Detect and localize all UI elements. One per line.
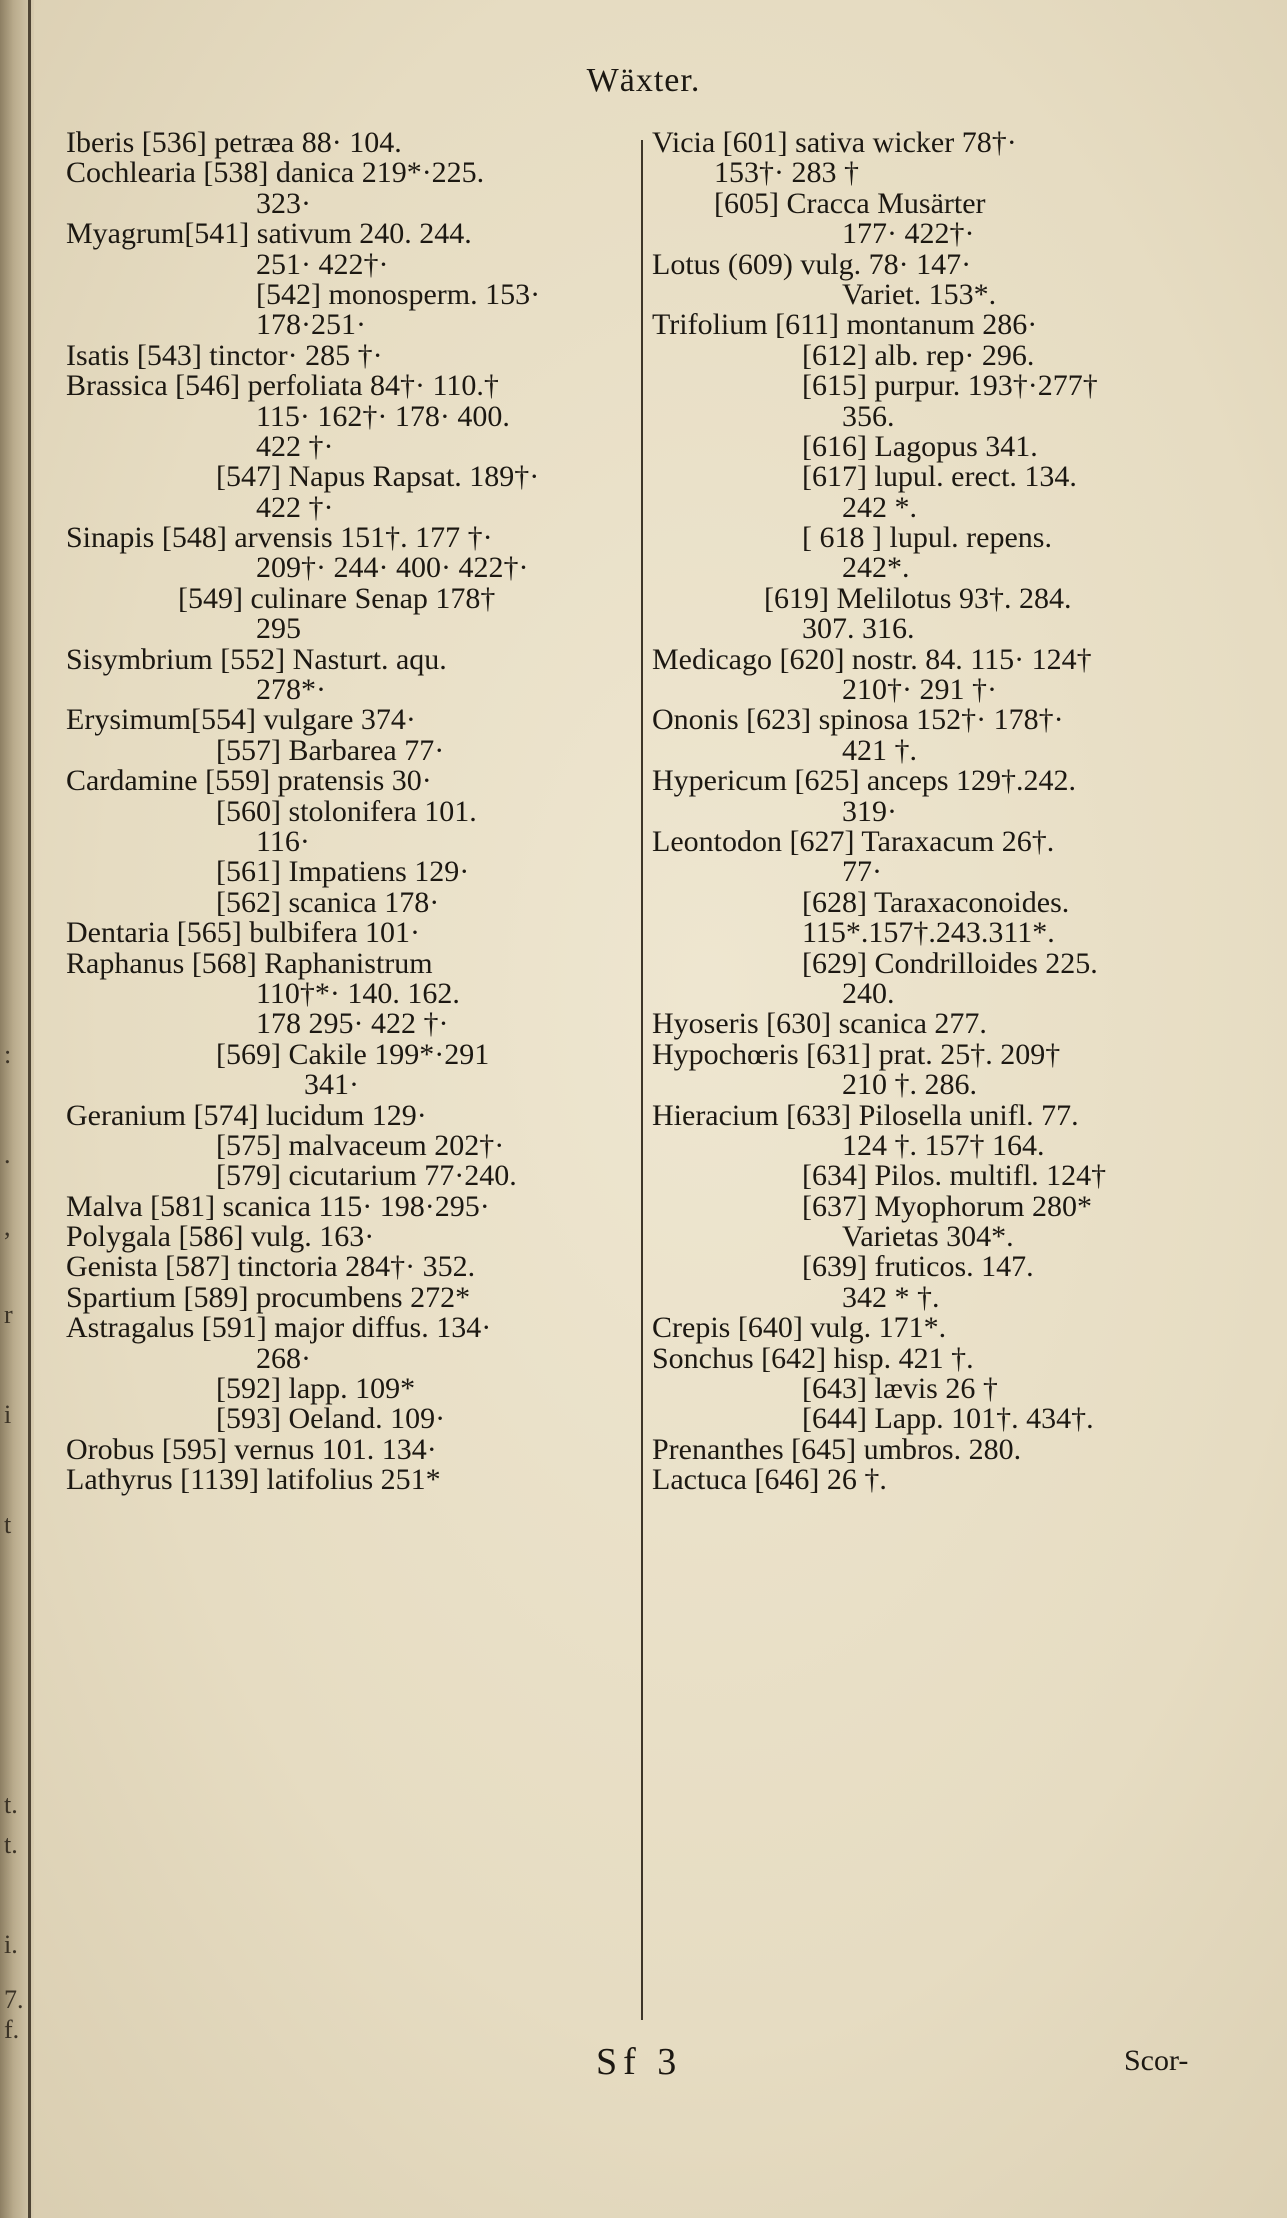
- index-line: 323·: [256, 186, 311, 220]
- index-line: 210†· 291 †·: [842, 673, 997, 707]
- index-line: [619] Melilotus 93†. 284.: [764, 581, 1072, 615]
- index-line: 356.: [842, 399, 895, 433]
- index-line: 240.: [842, 976, 895, 1010]
- index-line: [628] Taraxaconoides.: [802, 885, 1070, 919]
- index-line: 210 †. 286.: [842, 1068, 977, 1102]
- margin-fragment: .: [4, 1140, 11, 1169]
- index-line: Dentaria [565] bulbifera 101·: [66, 916, 421, 950]
- index-line: Crepis [640] vulg. 171*.: [652, 1311, 947, 1345]
- index-line: [634] Pilos. multifl. 124†: [802, 1159, 1107, 1193]
- index-line: 422 †·: [256, 490, 334, 524]
- index-line: Medicago [620] nostr. 84. 115· 124†: [652, 642, 1092, 676]
- index-line: [639] fruticos. 147.: [802, 1250, 1034, 1284]
- index-line: Geranium [574] lucidum 129·: [66, 1098, 427, 1132]
- index-line: [629] Condrilloides 225.: [802, 946, 1098, 980]
- index-line: Iberis [536] petræa 88· 104.: [66, 126, 402, 159]
- margin-fragment: :: [4, 1040, 12, 1069]
- index-line: Spartium [589] procumbens 272*: [66, 1280, 471, 1314]
- running-head: Wäxter.: [586, 62, 701, 99]
- index-line: [ 618 ] lupul. repens.: [802, 521, 1052, 555]
- index-line: Leontodon [627] Taraxacum 26†.: [652, 824, 1055, 858]
- left-column: [66, 128, 646, 1496]
- page-footer: [0, 2040, 1287, 2090]
- index-line: Ononis [623] spinosa 152†· 178†·: [652, 703, 1064, 737]
- index-line: Varietas 304*.: [842, 1220, 1014, 1254]
- index-line: 110†*· 140. 162.: [256, 976, 460, 1010]
- index-line: [549] culinare Senap 178†: [178, 581, 496, 615]
- index-line: [616] Lagopus 341.: [802, 429, 1038, 463]
- index-line: Erysimum[554] vulgare 374·: [66, 703, 416, 737]
- index-line: 209†· 244· 400· 422†·: [256, 551, 529, 585]
- index-line: [612] alb. rep· 296.: [802, 338, 1035, 372]
- index-line: Lactuca [646] 26 †.: [652, 1463, 887, 1497]
- index-line: 242 *.: [842, 490, 917, 524]
- index-line: Prenanthes [645] umbros. 280.: [652, 1432, 1022, 1466]
- index-line: Lathyrus [1139] latifolius 251*: [66, 1463, 441, 1497]
- index-line: 251· 422†·: [256, 247, 389, 281]
- index-line: Variet. 153*.: [842, 277, 997, 311]
- index-line: [637] Myophorum 280*: [802, 1189, 1092, 1223]
- index-line: [562] scanica 178·: [216, 885, 440, 919]
- margin-fragment: r: [4, 1300, 13, 1329]
- index-line: Vicia [601] sativa wicker 78†·: [652, 126, 1017, 159]
- index-line: Hypericum [625] anceps 129†.242.: [652, 764, 1077, 798]
- index-line: [592] lapp. 109*: [216, 1372, 416, 1406]
- index-line: 319·: [842, 794, 897, 828]
- index-line: 341·: [304, 1068, 359, 1102]
- margin-fragments: [0, 0, 24, 2218]
- margin-fragment: f.: [4, 2015, 20, 2044]
- index-line: [542] monosperm. 153·: [256, 277, 541, 311]
- index-line: Cochlearia [538] danica 219*·225.: [66, 156, 485, 190]
- index-line: 422 †·: [256, 429, 334, 463]
- index-line: 242*.: [842, 551, 910, 585]
- index-line: [615] purpur. 193†·277†: [802, 369, 1098, 403]
- index-line: [617] lupul. erect. 134.: [802, 460, 1077, 494]
- index-line: [575] malvaceum 202†·: [216, 1128, 505, 1162]
- margin-fragment: ,: [4, 1212, 11, 1241]
- margin-fragment: 7.: [4, 1985, 24, 2014]
- index-line: 268·: [256, 1341, 311, 1375]
- index-line: Malva [581] scanica 115· 198·295·: [66, 1189, 490, 1223]
- index-line: 278*·: [256, 673, 326, 707]
- index-line: Isatis [543] tinctor· 285 †·: [66, 338, 383, 372]
- index-line: [605] Cracca Musärter: [714, 186, 986, 220]
- index-line: 178 295· 422 †·: [256, 1007, 449, 1041]
- catchword: Scor-: [1124, 2044, 1189, 2077]
- index-line: Sisymbrium [552] Nasturt. aqu.: [66, 642, 447, 676]
- index-line: Hieracium [633] Pilosella unifl. 77.: [652, 1098, 1079, 1132]
- index-line: [644] Lapp. 101†. 434†.: [802, 1402, 1094, 1436]
- index-line: Polygala [586] vulg. 163·: [66, 1220, 375, 1254]
- index-line: 116·: [256, 824, 310, 858]
- index-line: Astragalus [591] major diffus. 134·: [66, 1311, 492, 1345]
- column-divider: [641, 140, 643, 2020]
- index-line: Orobus [595] vernus 101. 134·: [66, 1432, 437, 1466]
- index-line: 178·251·: [256, 308, 366, 342]
- right-column: [652, 128, 1232, 1496]
- margin-fragment: i.: [4, 1930, 18, 1959]
- index-line: Brassica [546] perfoliata 84†· 110.†: [66, 369, 499, 403]
- index-line: [560] stolonifera 101.: [216, 794, 477, 828]
- margin-fragment: t.: [4, 1830, 18, 1859]
- index-line: Cardamine [559] pratensis 30·: [66, 764, 432, 798]
- index-line: 153†· 283 †: [714, 156, 859, 190]
- index-line: 421 †.: [842, 733, 917, 767]
- index-line: [561] Impatiens 129·: [216, 855, 470, 889]
- index-line: Sonchus [642] hisp. 421 †.: [652, 1341, 974, 1375]
- index-line: [547] Napus Rapsat. 189†·: [216, 460, 540, 494]
- index-line: Myagrum[541] sativum 240. 244.: [66, 217, 472, 251]
- index-line: [557] Barbarea 77·: [216, 733, 445, 767]
- index-line: [593] Oeland. 109·: [216, 1402, 446, 1436]
- index-line: 295: [256, 612, 301, 646]
- margin-fragment: t: [4, 1510, 12, 1539]
- margin-fragment: i: [4, 1400, 12, 1429]
- index-line: 77·: [842, 855, 882, 889]
- index-line: 115*.157†.243.311*.: [802, 916, 1055, 950]
- index-line: [579] cicutarium 77·240.: [216, 1159, 517, 1193]
- index-line: Genista [587] tinctoria 284†· 352.: [66, 1250, 476, 1284]
- index-line: Hyoseris [630] scanica 277.: [652, 1007, 987, 1041]
- signature-mark: Sf 3: [596, 2041, 683, 2083]
- index-line: Sinapis [548] arvensis 151†. 177 †·: [66, 521, 493, 555]
- gutter-edge: [28, 0, 31, 2218]
- index-line: 307. 316.: [802, 612, 915, 646]
- index-line: [643] lævis 26 †: [802, 1372, 998, 1406]
- index-line: Trifolium [611] montanum 286·: [652, 308, 1038, 342]
- index-line: 177· 422†·: [842, 217, 975, 251]
- index-line: 342 * †.: [842, 1280, 940, 1314]
- index-line: Lotus (609) vulg. 78· 147·: [652, 247, 972, 281]
- index-line: 124 †. 157† 164.: [842, 1128, 1045, 1162]
- index-line: Hypochœris [631] prat. 25†. 209†: [652, 1037, 1061, 1071]
- margin-fragment: t.: [4, 1790, 18, 1819]
- index-line: 115· 162†· 178· 400.: [256, 399, 510, 433]
- index-line: [569] Cakile 199*·291: [216, 1037, 490, 1071]
- index-line: Raphanus [568] Raphanistrum: [66, 946, 433, 980]
